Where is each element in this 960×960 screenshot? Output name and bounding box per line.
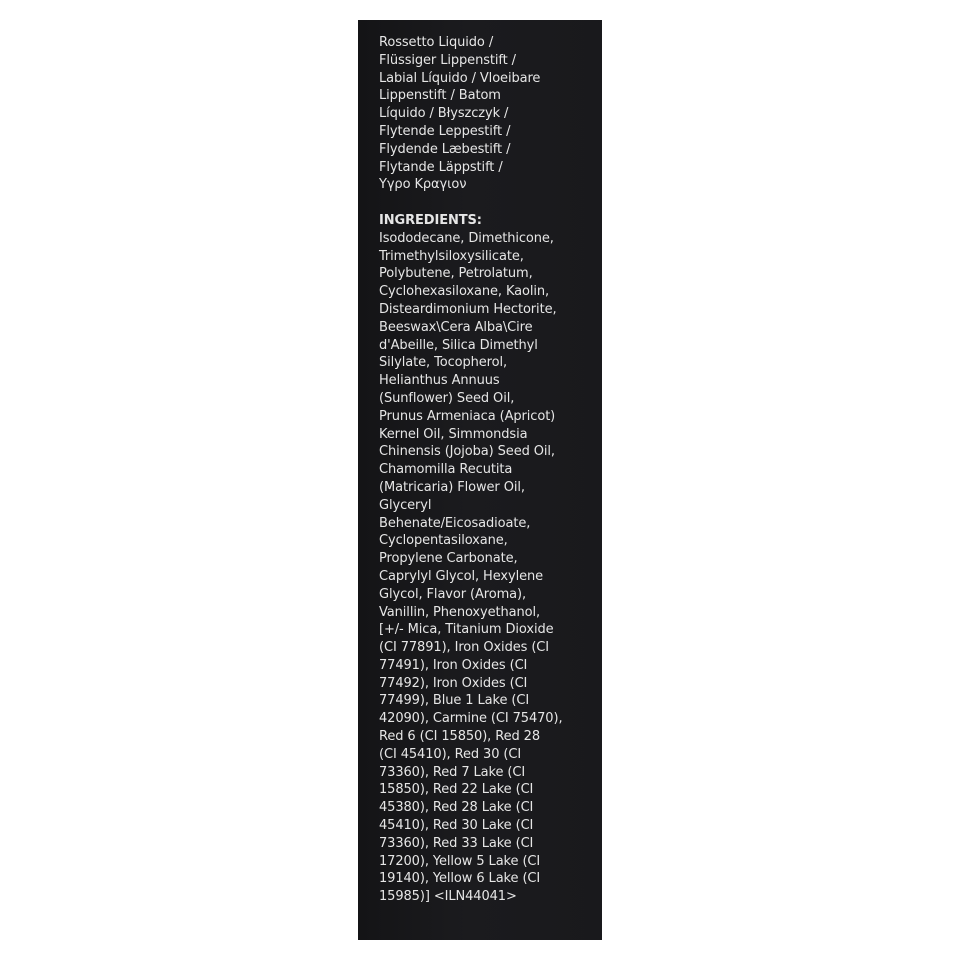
ingredients-line: (Matricaria) Flower Oil, xyxy=(379,479,525,495)
product-name-line: Flydende Læbestift / xyxy=(379,141,511,157)
ingredients-line: Behenate/Eicosadioate, xyxy=(379,515,531,531)
ingredients-line: Propylene Carbonate, xyxy=(379,551,518,567)
ingredients-line: 77499), Blue 1 Lake (CI xyxy=(379,693,530,709)
ingredients-line: Silylate, Tocopherol, xyxy=(379,355,508,371)
ingredients-line: Glyceryl xyxy=(379,497,432,513)
product-name-line: Líquido / Błyszczyk / xyxy=(379,106,509,122)
label-text-block xyxy=(379,34,593,906)
ingredients-line: Isododecane, Dimethicone, xyxy=(379,230,554,246)
product-name-line: Labial Líquido / Vloeibare xyxy=(379,70,541,86)
ingredients-line: 77492), Iron Oxides (CI xyxy=(379,675,528,691)
ingredients-line: Beeswax\Cera Alba\Cire xyxy=(379,319,533,335)
product-name-line: Υγρο Κραγιον xyxy=(379,177,467,193)
ingredients-line: 15985)] <ILN44041> xyxy=(379,889,517,905)
ingredients-line: Glycol, Flavor (Aroma), xyxy=(379,586,527,602)
ingredients-list xyxy=(379,230,593,906)
ingredients-line: 73360), Red 33 Lake (CI xyxy=(379,835,534,851)
ingredients-line: [+/- Mica, Titanium Dioxide xyxy=(379,622,554,638)
ingredients-line: Helianthus Annuus xyxy=(379,373,500,389)
ingredients-line: 42090), Carmine (CI 75470), xyxy=(379,711,563,727)
product-name-line: Lippenstift / Batom xyxy=(379,88,501,104)
ingredients-line: Trimethylsiloxysilicate, xyxy=(379,248,524,264)
ingredients-line: Chamomilla Recutita xyxy=(379,462,513,478)
ingredients-line: Disteardimonium Hectorite, xyxy=(379,301,557,317)
spacer xyxy=(379,194,593,212)
ingredients-line: Prunus Armeniaca (Apricot) xyxy=(379,408,556,424)
ingredients-line: 15850), Red 22 Lake (CI xyxy=(379,782,534,798)
ingredients-line: 45380), Red 28 Lake (CI xyxy=(379,800,534,816)
ingredients-line: Caprylyl Glycol, Hexylene xyxy=(379,568,544,584)
product-name-line: Flüssiger Lippenstift / xyxy=(379,52,516,68)
ingredients-line: Chinensis (Jojoba) Seed Oil, xyxy=(379,444,555,460)
ingredients-line: (CI 45410), Red 30 (CI xyxy=(379,746,522,762)
ingredients-line: (CI 77891), Iron Oxides (CI xyxy=(379,640,550,656)
product-name-line: Flytande Läppstift / xyxy=(379,159,503,175)
ingredients-line: 73360), Red 7 Lake (CI xyxy=(379,764,526,780)
ingredients-line: d'Abeille, Silica Dimethyl xyxy=(379,337,538,353)
ingredients-line: Vanillin, Phenoxyethanol, xyxy=(379,604,541,620)
ingredients-line: Cyclopentasiloxane, xyxy=(379,533,508,549)
product-name-line: Rossetto Liquido / xyxy=(379,35,494,50)
product-names xyxy=(379,34,593,194)
ingredients-line: Polybutene, Petrolatum, xyxy=(379,266,533,282)
ingredients-line: 77491), Iron Oxides (CI xyxy=(379,657,528,673)
ingredients-heading: INGREDIENTS: xyxy=(379,212,482,228)
ingredients-line: Red 6 (CI 15850), Red 28 xyxy=(379,729,541,745)
ingredients-line: Cyclohexasiloxane, Kaolin, xyxy=(379,284,550,300)
ingredients-line: 45410), Red 30 Lake (CI xyxy=(379,818,534,834)
packaging-panel xyxy=(358,20,602,940)
ingredients-line: 19140), Yellow 6 Lake (CI xyxy=(379,871,541,887)
ingredients-line: Kernel Oil, Simmondsia xyxy=(379,426,528,442)
ingredients-line: (Sunflower) Seed Oil, xyxy=(379,390,515,406)
product-name-line: Flytende Leppestift / xyxy=(379,123,511,139)
ingredients-line: 17200), Yellow 5 Lake (CI xyxy=(379,853,541,869)
